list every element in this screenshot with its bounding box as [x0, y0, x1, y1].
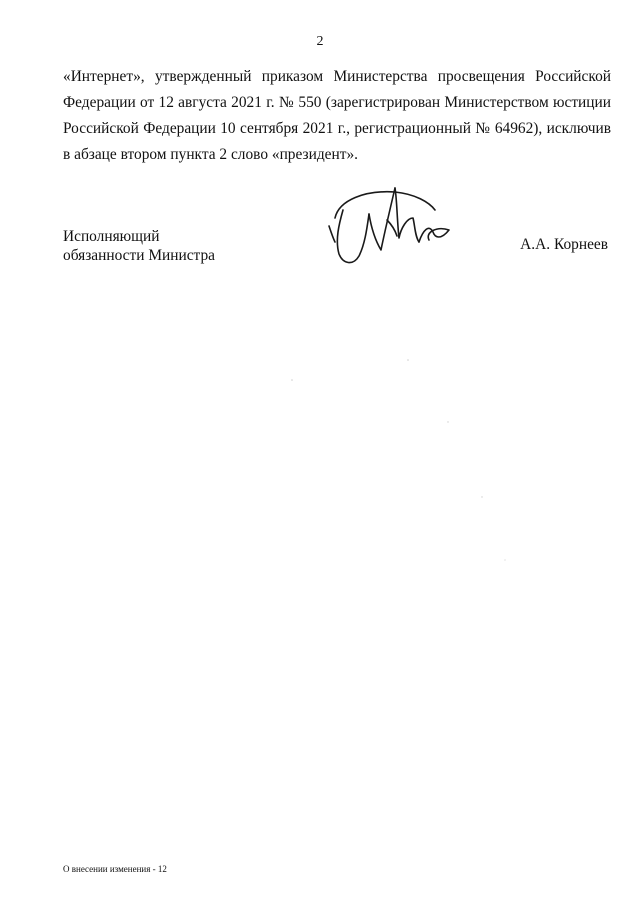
signatory-position: [63, 227, 215, 265]
body-line: «Интернет», утвержденный приказом Министерства просвещения Российской: [63, 68, 611, 85]
signer-name: А.А. Корнеев: [520, 236, 608, 253]
position-line: обязанности Министра: [63, 247, 215, 264]
position-line: Исполняющий: [63, 228, 160, 245]
footer-note: О внесении изменения - 12: [63, 864, 167, 874]
body-line: Российской Федерации 10 сентября 2021 г., регистрационный № 64962), исключив: [63, 120, 611, 137]
body-paragraph: [63, 64, 611, 168]
page-number: 2: [316, 34, 324, 49]
handwritten-signature: [325, 180, 455, 275]
body-line: Федерации от 12 августа 2021 г. № 550 (зарегистрирован Министерством юстиции: [63, 94, 611, 111]
body-line: в абзаце втором пункта 2 слово «президент».: [63, 146, 359, 163]
